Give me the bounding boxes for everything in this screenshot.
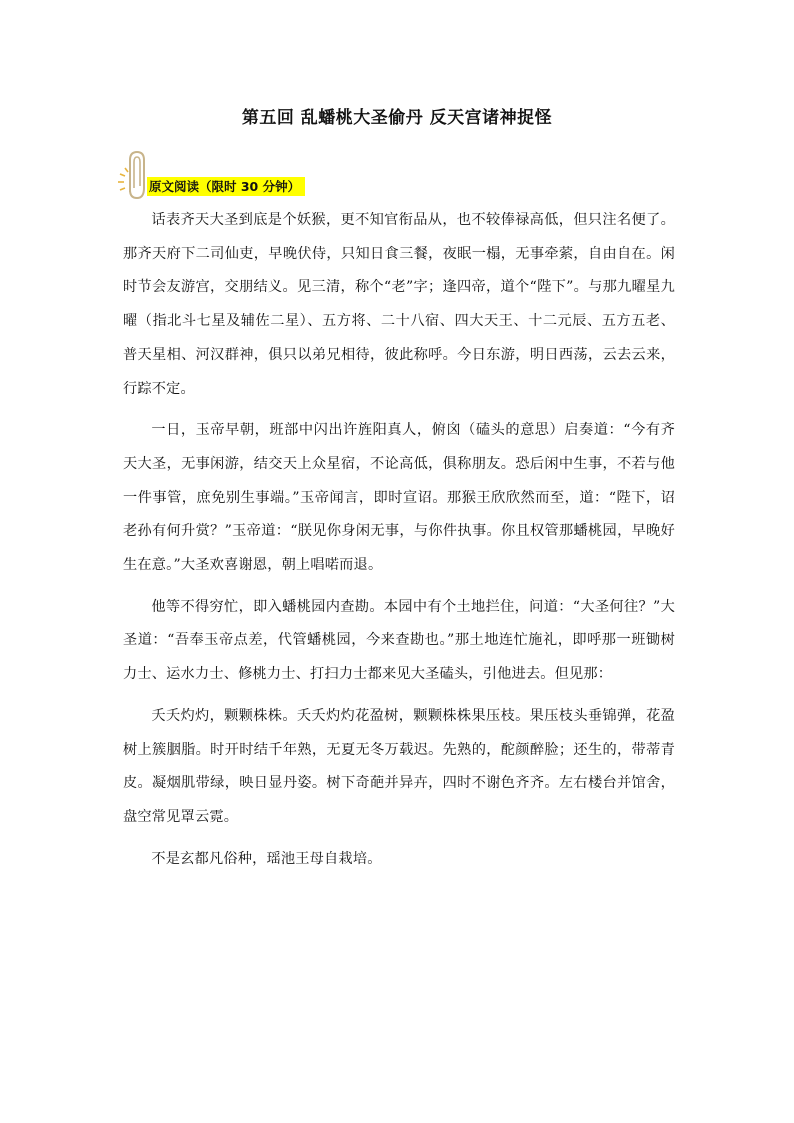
paragraph: 夭夭灼灼，颗颗株株。夭夭灼灼花盈树，颗颗株株果压枝。果压枝头垂锦弹，花盈树上簇胭脂。时开时结千年熟，无夏无冬万载迟。先熟的，酡颜醉脸；还生的，带蒂青皮。凝烟肌带绿，映日显丹姿。树下奇葩并异卉，四时不谢色齐齐。左右楼台并馆舍，盘空常见罩云霓。	[123, 707, 675, 825]
paragraph: 不是玄都凡俗种，瑶池王母自栽培。	[151, 850, 382, 867]
section-label: 原文阅读（限时 30 分钟）	[147, 177, 305, 196]
paragraph: 他等不得穷忙，即入蟠桃园内查勘。本园中有个土地拦住，问道：“大圣何往？”大圣道：“吾奉玉帝点差，代管蟠桃园，今来查勘也。”那土地连忙施礼，即呼那一班锄树力士、运水力士、修桃力士、打扫力士都来见大圣磕头，引他进去。但见那：	[123, 598, 675, 683]
paragraph: 一日，玉帝早朝，班部中闪出许旌阳真人，俯囟（磕头的意思）启奏道：“今有齐天大圣，无事闲游，结交天上众星宿，不论高低，俱称朋友。恐后闲中生事，不若与他一件事管，庶免别生事端。”玉帝闻言，即时宣诏。那猴王欣欣然而至，道：“陛下，诏老孙有何升赏？”玉帝道：“朕见你身闲无事，与你件执事。你且权管那蟠桃园，早晚好生在意。”大圣欢喜谢恩，朝上唱喏而退。	[123, 422, 675, 574]
page-title: 第五回 乱蟠桃大圣偷丹 反天宫诸神捉怪	[241, 108, 553, 128]
section-header	[116, 148, 336, 208]
article-body	[123, 204, 675, 884]
paragraph: 话表齐天大圣到底是个妖猴，更不知官衔品从，也不较俸禄高低，但只注名便了。那齐天府下二司仙吏，早晚伏侍，只知日食三餐，夜眠一榻，无事牵萦，自由自在。闲时节会友游宫，交朋结义。见三清，称个“老”字；逢四帝，道个“陛下”。与那九曜星九曜（指北斗七星及辅佐二星）、五方将、二十八宿、四大天王、十二元辰、五方五老、普天星相、河汉群神，俱只以弟兄相待，彼此称呼。今日东游，明日西荡，云去云来，行踪不定。	[123, 212, 675, 397]
